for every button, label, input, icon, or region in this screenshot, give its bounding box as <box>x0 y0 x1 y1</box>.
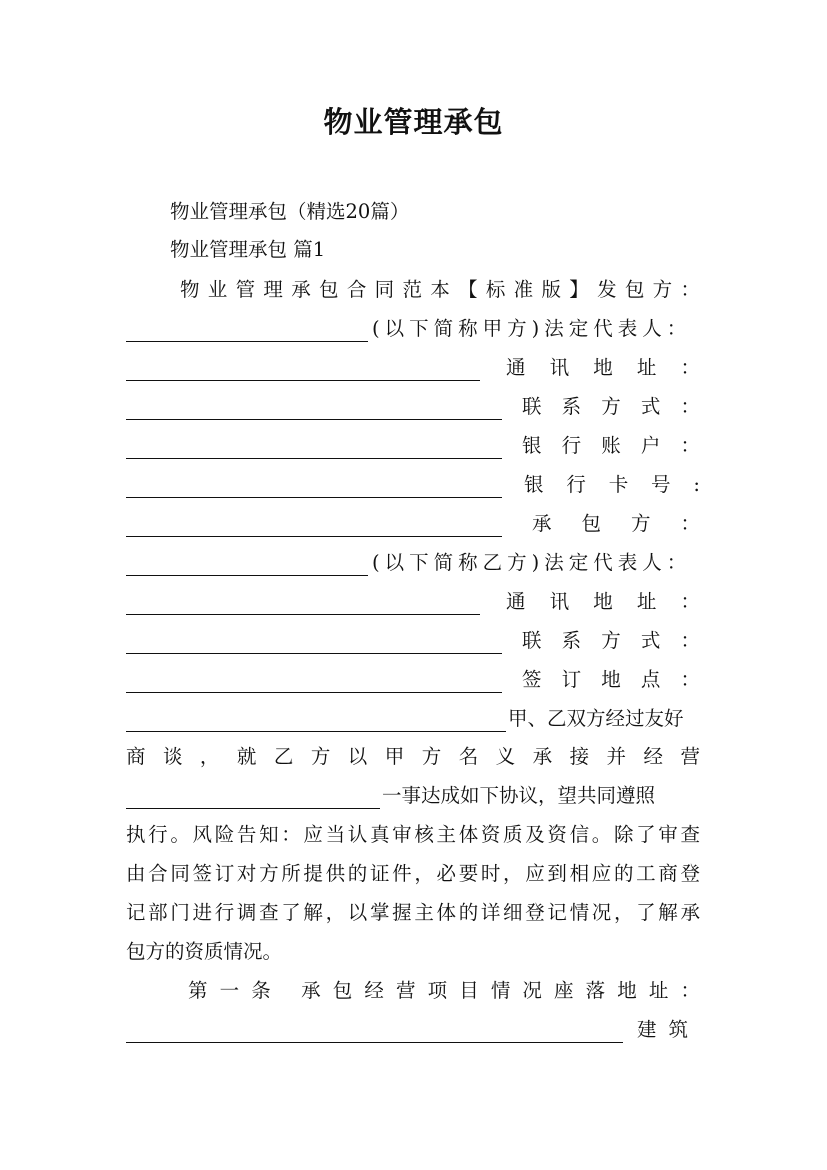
field-row <box>126 355 700 381</box>
agreement-text: 甲、乙双方经过友好 <box>508 707 684 730</box>
section-heading: 物业管理承包 篇1 <box>170 238 326 261</box>
agreement-text: 包方的资质情况。 <box>126 940 283 963</box>
party-b-line <box>126 550 700 576</box>
party-a-note: (以下简称甲方)法定代表人： <box>372 317 692 340</box>
party-b-note: (以下简称乙方)法定代表人： <box>372 551 692 574</box>
field-label: 签 订 地 点 ： <box>522 668 700 691</box>
field-label: 银 行 卡 号 : <box>524 473 700 496</box>
blank-field[interactable] <box>126 674 502 693</box>
blank-field[interactable] <box>126 362 480 381</box>
field-label: 通 讯 地 址 ： <box>506 356 700 379</box>
article-text: 建筑 <box>636 1018 700 1041</box>
agreement-line <box>126 783 700 809</box>
party-a-line <box>126 316 700 342</box>
agreement-text: 记部门进行调查了解，以掌握主体的详细登记情况，了解承 <box>126 901 700 924</box>
contract-intro: 物业管理承包合同范本【标准版】发包方： <box>180 278 700 301</box>
field-label: 银 行 账 户 ： <box>522 434 700 457</box>
blank-field[interactable] <box>126 323 368 342</box>
agreement-line <box>126 706 700 732</box>
article-heading: 第一条 承包经营项目情况座落地址： <box>188 979 700 1002</box>
document-title: 物业管理承包 <box>323 105 504 139</box>
blank-field[interactable] <box>126 557 368 576</box>
agreement-text: 由合同签订对方所提供的证件，必要时，应到相应的工商登 <box>126 862 700 885</box>
field-row <box>126 472 700 498</box>
field-row <box>126 589 700 615</box>
field-row <box>126 667 700 693</box>
blank-field[interactable] <box>126 596 480 615</box>
blank-field[interactable] <box>126 790 380 809</box>
field-row <box>126 628 700 654</box>
article-line <box>126 1017 700 1043</box>
blank-field[interactable] <box>126 1024 623 1043</box>
field-row <box>126 433 700 459</box>
blank-field[interactable] <box>126 518 502 537</box>
blank-field[interactable] <box>126 479 502 498</box>
field-label: 通 讯 地 址 ： <box>506 590 700 613</box>
field-label: 联 系 方 式 ： <box>522 629 700 652</box>
agreement-text: 商谈，就乙方以甲方名义承接并经营 <box>126 745 700 768</box>
field-row <box>126 511 700 537</box>
field-label: 承 包 方 ： <box>532 512 700 535</box>
field-row <box>126 394 700 420</box>
agreement-text: 一事达成如下协议，望共同遵照 <box>382 784 656 807</box>
agreement-text: 执行。风险告知：应当认真审核主体资质及资信。除了审查 <box>126 823 700 846</box>
field-label: 联 系 方 式 ： <box>522 395 700 418</box>
blank-field[interactable] <box>126 401 502 420</box>
blank-field[interactable] <box>126 713 506 732</box>
blank-field[interactable] <box>126 440 502 459</box>
document-subtitle: 物业管理承包（精选20篇） <box>170 200 410 223</box>
blank-field[interactable] <box>126 635 502 654</box>
